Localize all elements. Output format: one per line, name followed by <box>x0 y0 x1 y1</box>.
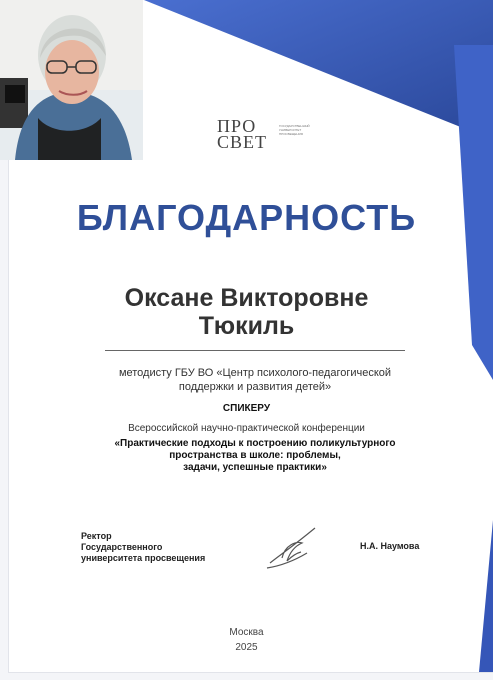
name-divider <box>105 350 405 351</box>
logo-subtext: ГОСУДАРСТВЕННЫЙ УНИВЕРСИТЕТ ПРОСВЕЩЕНИЯ <box>279 124 310 136</box>
photo-image <box>0 0 143 160</box>
position-line-2: поддержки и развития детей» <box>178 381 332 393</box>
city: Москва <box>229 627 264 638</box>
conference-title <box>100 438 410 474</box>
recipient-role: СПИКЕРУ <box>222 403 271 414</box>
signer-line-3: университета просвещения <box>81 553 206 563</box>
recipient-line-1: Оксане Викторовне <box>124 284 369 312</box>
conference-title-line-1: «Практические подходы к построению поликультурного <box>114 438 396 449</box>
recipient-position <box>90 366 420 394</box>
logo-line-2: СВЕТ <box>217 132 268 152</box>
signer-title <box>81 531 261 564</box>
issue-place-date <box>0 625 493 655</box>
signer-line-2: Государственного <box>81 542 163 552</box>
logo-line-1: ПРО <box>217 116 257 136</box>
signer-line-1: Ректор <box>81 531 112 541</box>
recipient-name <box>0 284 493 340</box>
conference-intro: Всероссийской научно-практической конференции <box>128 423 365 434</box>
certificate-title: БЛАГОДАРНОСТЬ <box>76 197 417 238</box>
signature-image <box>262 525 322 570</box>
top-right-blue-triangle <box>144 0 493 140</box>
position-line-1: методисту ГБУ ВО «Центр психолого-педагогической <box>118 367 392 379</box>
profile-photo <box>0 0 143 160</box>
prosvet-logo <box>217 116 310 162</box>
logo-wordmark <box>217 118 267 150</box>
conference-title-line-3: задачи, успешные практики» <box>183 462 327 473</box>
recipient-line-2: Тюкиль <box>198 312 295 340</box>
year: 2025 <box>235 642 258 653</box>
signer-name: Н.А. Наумова <box>360 541 420 551</box>
conference-title-line-2: пространства в школе: проблемы, <box>169 450 341 461</box>
